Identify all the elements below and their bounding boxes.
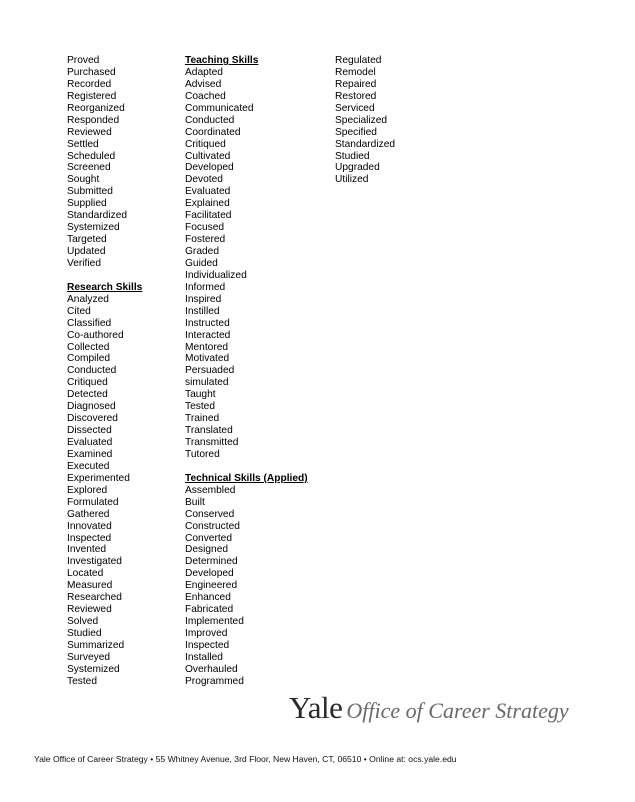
action-verb: Mentored xyxy=(185,341,229,353)
action-verb: Specified xyxy=(335,126,377,138)
action-verb: Adapted xyxy=(185,66,223,78)
action-verb: Specialized xyxy=(335,114,388,126)
action-verb: Formulated xyxy=(67,496,119,508)
action-verb: Screened xyxy=(67,162,111,174)
action-verb: Diagnosed xyxy=(67,401,116,413)
action-verb: Studied xyxy=(67,628,102,639)
action-verb: Developed xyxy=(185,568,234,580)
action-verb: Overhauled xyxy=(185,663,238,675)
action-verb: Fabricated xyxy=(185,604,234,616)
footer-contact-line: Yale Office of Career Strategy • 55 Whitney Avenue, 3rd Floor, New Haven, CT, 06510 • Online at: ocs.yale.edu xyxy=(34,754,457,764)
action-verb: Interacted xyxy=(185,329,231,341)
action-verb: Discovered xyxy=(67,413,118,425)
spacer xyxy=(185,461,308,473)
action-verb: Conducted xyxy=(67,365,117,377)
action-verb: Settled xyxy=(67,138,99,150)
action-verb: Standardized xyxy=(335,138,396,150)
action-verb: Coached xyxy=(185,90,226,102)
action-verb: Assembled xyxy=(185,484,236,496)
action-verb: Evaluated xyxy=(67,437,113,448)
action-verb: Utilized xyxy=(335,174,369,186)
action-verb: Studied xyxy=(335,150,370,162)
action-verb: Investigated xyxy=(67,556,122,568)
action-verb: Inspected xyxy=(67,532,112,544)
action-verb: Upgraded xyxy=(335,162,380,174)
action-verb: simulated xyxy=(185,377,229,389)
logo-yale-text: Yale xyxy=(289,690,343,725)
action-verb: Innovated xyxy=(67,520,112,532)
action-verb: Summarized xyxy=(67,639,125,651)
action-verb: Co-authored xyxy=(67,329,124,341)
action-verb: Fostered xyxy=(185,234,226,246)
action-verb: Improved xyxy=(185,628,228,639)
action-verb: Taught xyxy=(185,389,216,401)
action-verb: Purchased xyxy=(67,66,116,78)
action-verb: Converted xyxy=(185,532,233,544)
action-verb: Invented xyxy=(67,544,107,556)
action-verb: Proved xyxy=(67,55,100,66)
action-verb: Inspired xyxy=(185,293,222,305)
action-verb: Guided xyxy=(185,257,218,269)
action-verb: Scheduled xyxy=(67,150,116,162)
logo-office-text: Office of Career Strategy xyxy=(346,698,569,723)
action-verb: Devoted xyxy=(185,174,223,186)
technical-skills-list xyxy=(185,485,308,688)
action-verb: Implemented xyxy=(185,616,244,628)
action-verb: Cultivated xyxy=(185,150,231,162)
action-verb: Informed xyxy=(185,281,226,293)
action-verb: Examined xyxy=(67,448,113,460)
action-verb: Graded xyxy=(185,246,219,257)
action-verb: Explained xyxy=(185,198,230,210)
yale-ocs-logo xyxy=(289,690,569,726)
action-verb: Remodel xyxy=(335,66,376,78)
action-verb: Regulated xyxy=(335,55,382,66)
action-verb: Focused xyxy=(185,222,225,234)
research-skills-heading: Research Skills xyxy=(67,281,143,293)
action-verb: Analyzed xyxy=(67,293,109,305)
action-verb: Coordinated xyxy=(185,126,241,138)
action-verb: Tutored xyxy=(185,448,220,460)
column-2 xyxy=(185,55,308,688)
action-verb: Tested xyxy=(67,675,98,687)
action-verb: Dissected xyxy=(67,425,112,437)
action-verb: Developed xyxy=(185,162,234,174)
action-verb: Submitted xyxy=(67,186,113,198)
action-verb: Located xyxy=(67,568,104,580)
action-verb: Repaired xyxy=(335,78,377,90)
action-verb: Cited xyxy=(67,305,91,317)
action-verb: Transmitted xyxy=(185,437,239,448)
action-verb: Verified xyxy=(67,257,101,269)
action-verb: Collected xyxy=(67,341,110,353)
action-verb: Gathered xyxy=(67,508,110,520)
action-verb: Advised xyxy=(185,78,222,90)
action-verb: Critiqued xyxy=(67,377,108,389)
action-verb: Communicated xyxy=(185,102,254,114)
action-verb: Instilled xyxy=(185,305,220,317)
research-skills-list xyxy=(67,294,142,688)
action-verb: Responded xyxy=(67,114,120,126)
action-verb: Determined xyxy=(185,556,238,568)
action-verb: Classified xyxy=(67,317,112,329)
action-verb: Reviewed xyxy=(67,604,112,616)
action-verb: Designed xyxy=(185,544,229,556)
action-verb: Executed xyxy=(67,460,110,472)
action-verb: Surveyed xyxy=(67,651,111,663)
action-verb: Conducted xyxy=(185,114,235,126)
action-verb: Facilitated xyxy=(185,210,232,222)
action-verb: Motivated xyxy=(185,353,230,365)
action-verb: Serviced xyxy=(335,102,375,114)
action-verb: Tested xyxy=(185,401,216,413)
technical-skills-heading: Technical Skills (Applied) xyxy=(185,472,308,484)
action-verb: Individualized xyxy=(185,269,247,281)
action-verb: Enhanced xyxy=(185,592,231,604)
action-verb: Inspected xyxy=(185,639,230,651)
action-verb: Conserved xyxy=(185,508,235,520)
action-verb: Evaluated xyxy=(185,186,231,198)
action-verb: Systemized xyxy=(67,222,120,234)
action-verb: Sought xyxy=(67,174,100,186)
action-verb: Reviewed xyxy=(67,126,112,138)
column-3 xyxy=(335,55,395,186)
teaching-skills-heading: Teaching Skills xyxy=(185,55,259,66)
action-verb: Translated xyxy=(185,425,233,437)
action-verb: Constructed xyxy=(185,520,240,532)
teaching-skills-list xyxy=(185,67,308,461)
action-verb: Targeted xyxy=(67,234,107,246)
action-verb: Programmed xyxy=(185,675,244,687)
action-verb: Engineered xyxy=(185,580,238,592)
column-1 xyxy=(67,55,142,688)
general-word-list xyxy=(67,55,142,270)
action-verb: Explored xyxy=(67,484,108,496)
action-verb: Solved xyxy=(67,616,99,628)
action-verb: Supplied xyxy=(67,198,107,210)
action-verb: Updated xyxy=(67,246,106,257)
action-verb: Reorganized xyxy=(67,102,125,114)
spacer xyxy=(67,270,142,282)
action-verb: Detected xyxy=(67,389,108,401)
action-verb: Built xyxy=(185,496,205,508)
action-verb: Restored xyxy=(335,90,377,102)
action-verb: Trained xyxy=(185,413,220,425)
action-verb: Standardized xyxy=(67,210,128,222)
action-verb: Instructed xyxy=(185,317,230,329)
action-verb: Measured xyxy=(67,580,113,592)
action-verb: Persuaded xyxy=(185,365,235,377)
action-verb: Recorded xyxy=(67,78,112,90)
action-verb: Systemized xyxy=(67,663,120,675)
action-verb: Registered xyxy=(67,90,117,102)
action-verb: Compiled xyxy=(67,353,111,365)
action-verb: Experimented xyxy=(67,472,130,484)
action-verb: Critiqued xyxy=(185,138,226,150)
action-verb: Installed xyxy=(185,651,223,663)
action-verb: Researched xyxy=(67,592,122,604)
continued-word-list xyxy=(335,55,395,186)
